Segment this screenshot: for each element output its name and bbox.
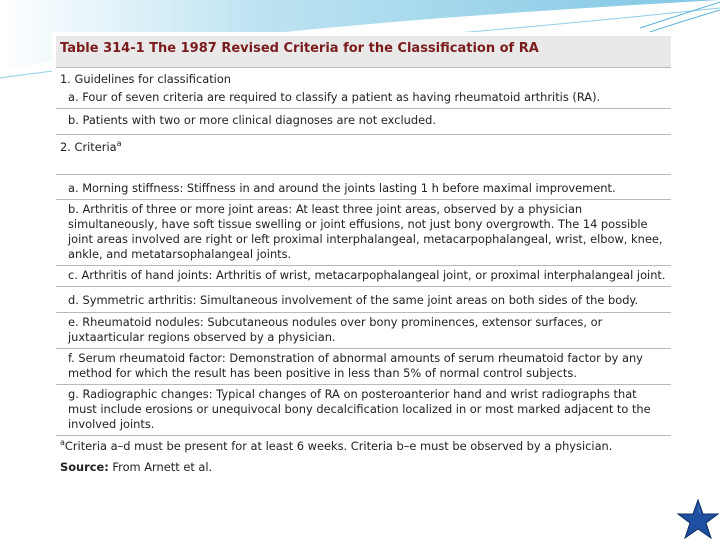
guideline-a: a. Four of seven criteria are required to classify a patient as having rheumatoid arthritis (RA). [68,90,601,104]
criterion-f: f. Serum rheumatoid factor: Demonstration of abnormal amounts of serum rheumatoid factor by any method for which the result has been positive in less than 5% of normal control subjects. [68,351,643,380]
section-heading: 1. Guidelines for classification [60,72,232,86]
criterion-e: e. Rheumatoid nodules: Subcutaneous nodules over bony prominences, extensor surfaces, or juxtaarticular regions observed by a physician. [68,315,603,344]
criterion-row [56,287,671,313]
footnote-marker: a [60,438,65,448]
criterion-row [56,175,671,200]
criterion-c: c. Arthritis of hand joints: Arthritis of wrist, metacarpophalangeal joint, or proximal interphalangeal joint. [68,268,666,282]
star-icon[interactable] [676,498,720,540]
section-heading: 2. Criteria [60,140,117,154]
footnote-marker: a [116,139,122,149]
table-footnote [56,436,671,454]
criterion-d: d. Symmetric arthritis: Simultaneous involvement of the same joint areas on both sides of the body. [68,293,639,307]
criterion-row [56,349,671,385]
table-title: Table 314-1 The 1987 Revised Criteria for the Classification of RA [56,36,671,68]
criterion-row [56,266,671,287]
criterion-b: b. Arthritis of three or more joint areas: At least three joint areas, observed by a physician simultaneously, have soft tissue swelling or joint effusions, not just bony overgrowth. The 14 possible joint areas involved are right or left proximal interphalangeal, metacarpophalangeal, wrist, elbow, knee, ankle, and metatarsophalangeal joints. [68,202,663,261]
source-label: Source: [60,460,109,474]
source-text: From Arnett et al. [112,460,213,474]
guideline-b: b. Patients with two or more clinical diagnoses are not excluded. [68,113,436,127]
footnote-text: Criteria a–d must be present for at least 6 weeks. Criteria b–e must be observed by a physician. [64,439,613,453]
section-guidelines [56,68,671,109]
table-source [56,454,671,475]
criterion-row [56,385,671,436]
guideline-b-row [56,109,671,135]
criteria-table [56,36,671,475]
criterion-row [56,200,671,266]
criterion-g: g. Radiographic changes: Typical changes of RA on posteroanterior hand and wrist radiographs that must include erosions or unequivocal bony decalcification localized in or most marked adjacent to the involved joints. [68,387,651,431]
criterion-a: a. Morning stiffness: Stiffness in and around the joints lasting 1 h before maximal improvement. [68,181,616,195]
section-criteria [56,135,671,175]
criterion-row [56,313,671,349]
